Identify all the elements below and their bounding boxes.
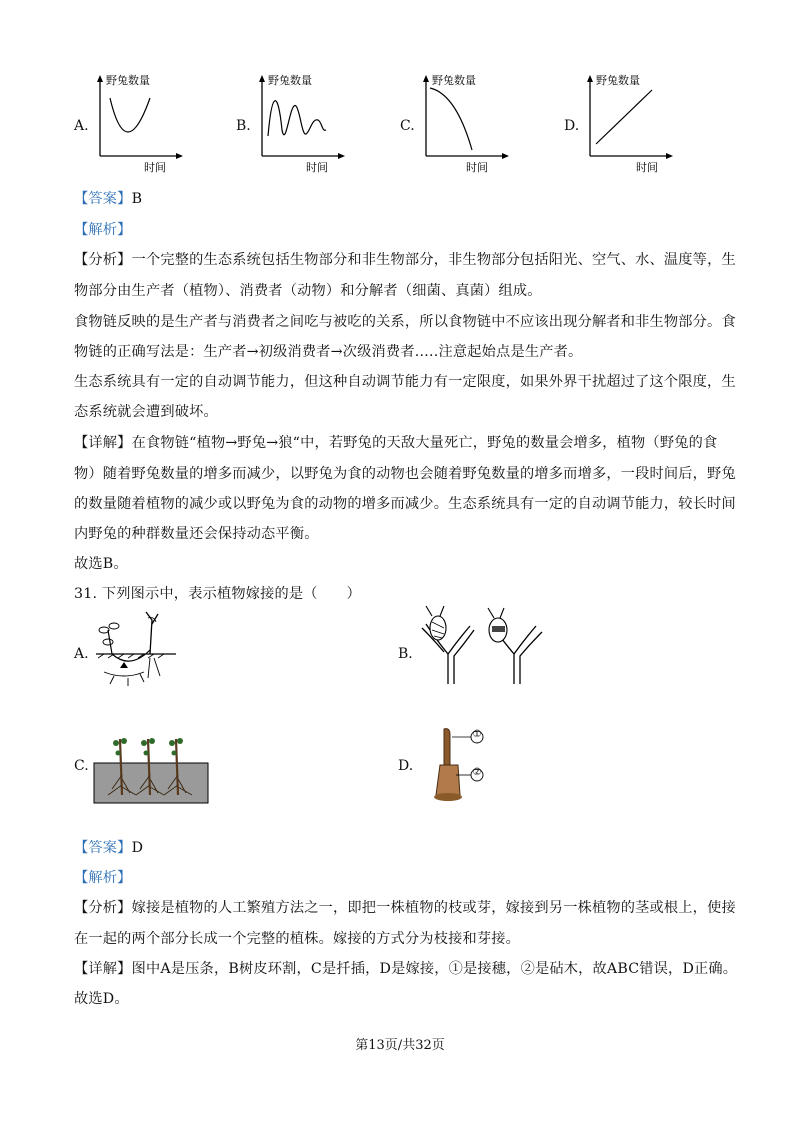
q30-para3-line-1: 生态系统具有一定的自动调节能力，但这种自动调节能力有一定限度，如果外界干扰超过了这个限度，生 <box>74 374 736 390</box>
option-label: D. <box>564 118 580 134</box>
option-label: D. <box>398 758 414 774</box>
y-axis-label: 野兔数量 <box>106 74 150 87</box>
q31-fenxi-line-1 <box>74 897 736 917</box>
text-line: 图中A是压条，B树皮环割，C是扦插，D是嫁接，①是接穗，②是砧木，故ABC错误，D正确。 <box>131 961 738 977</box>
rabbit-count-u-curve-graph <box>94 70 184 176</box>
x-axis-label: 时间 <box>144 161 166 174</box>
answer-tag: 【答案】 <box>74 191 132 207</box>
y-axis-label: 野兔数量 <box>432 74 476 87</box>
q30-para2-line-2: 物链的正确写法是：生产者→初级消费者→次级消费者.….注意起始点是生产者。 <box>74 344 583 360</box>
y-axis-label: 野兔数量 <box>596 74 640 87</box>
q31-conclusion: 故选D。 <box>74 991 129 1007</box>
text-line: 一个完整的生态系统包括生物部分和非生物部分，非生物部分包括阳光、空气、水、温度等，生 <box>131 252 736 268</box>
option-label: A. <box>74 118 89 134</box>
q31-fenxi-line-2: 在一起的两个部分长成一个完整的植株。嫁接的方式分为枝接和芽接。 <box>74 931 521 947</box>
grafting-illustration-icon <box>428 725 498 805</box>
option-label: C. <box>74 758 89 774</box>
rabbit-count-declining-graph <box>420 70 510 176</box>
q30-para3-line-2: 态系统就会遭到破坏。 <box>74 404 218 420</box>
q30-xiangjie-line-2: 物）随着野兔数量的增多而减少，以野兔为食的动物也会随着野兔数量的增多而增多，一段时间后，野兔 <box>74 466 736 482</box>
option-label: C. <box>400 118 415 134</box>
option-label: A. <box>74 646 89 662</box>
q30-conclusion: 故选B。 <box>74 556 128 572</box>
rabbit-count-rising-graph <box>584 70 680 176</box>
answer-tag: 【答案】 <box>74 840 132 856</box>
graph-option-b <box>236 70 336 176</box>
grafting-illustration <box>428 725 498 805</box>
layering-illustration-icon <box>94 610 178 690</box>
q31-question: 31. 下列图示中，表示植物嫁接的是（ ） <box>74 586 361 602</box>
q30-xiangjie-line-1 <box>74 432 717 452</box>
analysis-tag: 【解析】 <box>74 222 132 238</box>
text-line: 在食物链“植物→野兔→狼“中，若野兔的天敌大量死亡，野兔的数量会增多，植物（野兔的食 <box>131 435 718 451</box>
page-number: 第13页/共32页 <box>355 1038 445 1053</box>
x-axis-label: 时间 <box>306 161 328 174</box>
q30-answer <box>74 188 142 208</box>
graph-option-d <box>564 70 674 176</box>
option-label: B. <box>398 646 413 662</box>
q30-analysis-heading <box>74 219 132 239</box>
q31-xiangjie-line-1 <box>74 958 737 978</box>
q30-xiangjie-line-3: 的数量随着植物的减少或以野兔为食的动物的增多而减少。生态系统具有一定的自动调节能力，较长时间 <box>74 496 736 512</box>
analysis-tag: 【解析】 <box>74 870 132 886</box>
x-axis-label: 时间 <box>636 161 658 174</box>
q30-xiangjie-line-4: 内野兔的种群数量还会保持动态平衡。 <box>74 526 319 542</box>
y-axis-label: 野兔数量 <box>268 74 312 87</box>
text-line: 嫁接是植物的人工繁殖方法之一，即把一株植物的枝或芽，嫁接到另一株植物的茎或根上，使接 <box>131 900 736 916</box>
q31-analysis-heading <box>74 867 132 887</box>
rabbit-count-oscillating-graph <box>256 70 346 176</box>
q30-para2-line-1: 食物链反映的是生产者与消费者之间吃与被吃的关系，所以食物链中不应该出现分解者和非生物部分。食 <box>74 314 736 330</box>
graph-option-c <box>400 70 500 176</box>
q30-fenxi-line-1 <box>74 249 736 269</box>
ring-barking-illustration-icon <box>418 604 546 686</box>
fenxi-tag: 【分析】 <box>74 252 132 268</box>
option-label: B. <box>236 118 251 134</box>
rootstock-marker: ② <box>472 767 482 778</box>
answer-value: D <box>131 840 144 856</box>
scion-marker: ① <box>472 729 482 740</box>
graph-option-a <box>72 70 172 176</box>
q30-fenxi-line-2: 物部分由生产者（植物）、消费者（动物）和分解者（细菌、真菌）组成。 <box>74 283 542 299</box>
cutting-illustration-icon <box>92 735 212 805</box>
xiangjie-tag: 【详解】 <box>74 435 132 451</box>
answer-value: B <box>131 191 143 207</box>
q31-answer <box>74 837 143 857</box>
fenxi-tag: 【分析】 <box>74 900 132 916</box>
x-axis-label: 时间 <box>466 161 488 174</box>
xiangjie-tag: 【详解】 <box>74 961 132 977</box>
